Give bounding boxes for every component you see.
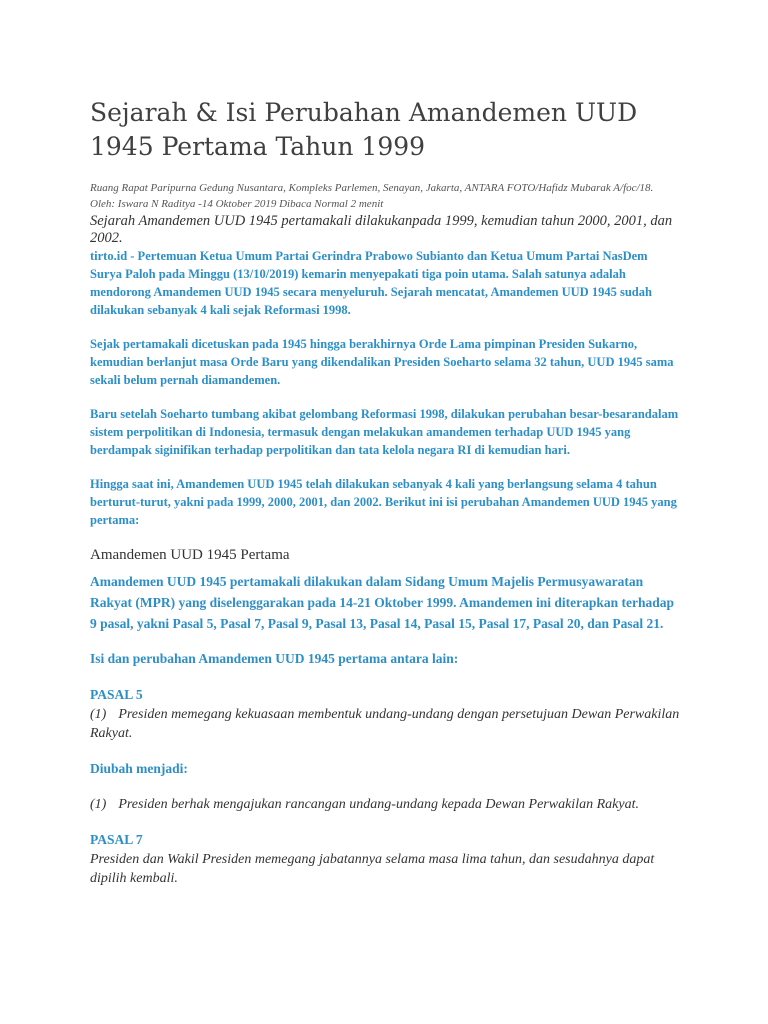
pasal-5-original-text: Presiden memegang kekuasaan membentuk undang-undang dengan persetujuan Dewan Perwakilan Rakyat.: [90, 707, 680, 741]
lead-paragraph: Sejarah Amandemen UUD 1945 pertamakali dilakukanpada 1999, kemudian tahun 2000, 2001, dan 2002.: [90, 213, 673, 246]
section-paragraph: Amandemen UUD 1945 pertamakali dilakukan dalam Sidang Umum Majelis Permusyawaratan Rakyat (MPR) yang diselenggarakan pada 14-21 Oktober 1999. Amandemen ini diterapkan terhadap 9 pasal, yakni Pasal 5, Pasal 7, Pasal 9, Pasal 13, Pasal 14, Pasal 15, Pasal 17, Pasal 20, dan Pasal 21.: [90, 574, 675, 631]
pasal-7-heading: PASAL 7: [90, 832, 143, 847]
pasal-5-new-number: (1): [90, 797, 107, 812]
section-intro-list: Isi dan perubahan Amandemen UUD 1945 pertama antara lain:: [90, 651, 459, 666]
pasal-5-new-text: Presiden berhak mengajukan rancangan undang-undang kepada Dewan Perwakilan Rakyat.: [118, 797, 639, 812]
pasal-5-original-number: (1): [90, 707, 107, 722]
pasal-5-original: [90, 705, 682, 743]
changed-label: Diubah menjadi:: [90, 761, 188, 776]
section-heading: Amandemen UUD 1945 Pertama: [90, 547, 290, 563]
article-title: Sejarah & Isi Perubahan Amandemen UUD 1945 Pertama Tahun 1999: [90, 98, 638, 161]
photo-caption: Ruang Rapat Paripurna Gedung Nusantara, Kompleks Parlemen, Senayan, Jakarta, ANTARA FOTO/Hafidz Mubarak A/foc/18.: [90, 182, 654, 194]
article-content: [90, 96, 682, 888]
byline: Oleh: Iswara N Raditya -14 Oktober 2019 Dibaca Normal 2 menit: [90, 198, 384, 210]
spacer: [90, 779, 682, 795]
pasal-5-heading: PASAL 5: [90, 687, 143, 702]
reformasi-paragraph: Baru setelah Soeharto tumbang akibat gelombang Reformasi 1998, dilakukan perubahan besar-besarandalam sistem perpolitikan di Indonesia, termasuk dengan melakukan amandemen terhadap UUD 1945 yang berdampak siginifikan terhadap perpolitikan dan tata kelola negara RI di kemudian hari.: [90, 407, 679, 457]
source-paragraph: tirto.id - Pertemuan Ketua Umum Partai Gerindra Prabowo Subianto dan Ketua Umum Partai NasDem Surya Paloh pada Minggu (13/10/2019) kemarin menyepakati tiga poin utama. Salah satunya adalah mendorong Amandemen UUD 1945 secara menyeluruh. Sejarah mencatat, Amandemen UUD 1945 sudah dilakukan sebanyak 4 kali sejak Reformasi 1998.: [90, 249, 652, 317]
amendment-count-paragraph: Hingga saat ini, Amandemen UUD 1945 telah dilakukan sebanyak 4 kali yang berlangsung selama 4 tahun berturut-turut, yakni pada 1999, 2000, 2001, dan 2002. Berikut ini isi perubahan Amandemen UUD 1945 yang pertama:: [90, 477, 677, 527]
pasal-5-new: [90, 795, 682, 814]
history-paragraph: Sejak pertamakali dicetuskan pada 1945 hingga berakhirnya Orde Lama pimpinan Presiden Sukarno, kemudian berlanjut masa Orde Baru yang dikendalikan Presiden Soeharto selama 32 tahun, UUD 1945 sama sekali belum pernah diamandemen.: [90, 337, 674, 387]
pasal-7-text: Presiden dan Wakil Presiden memegang jabatannya selama masa lima tahun, dan sesudahnya dapat dipilih kembali.: [90, 852, 655, 886]
